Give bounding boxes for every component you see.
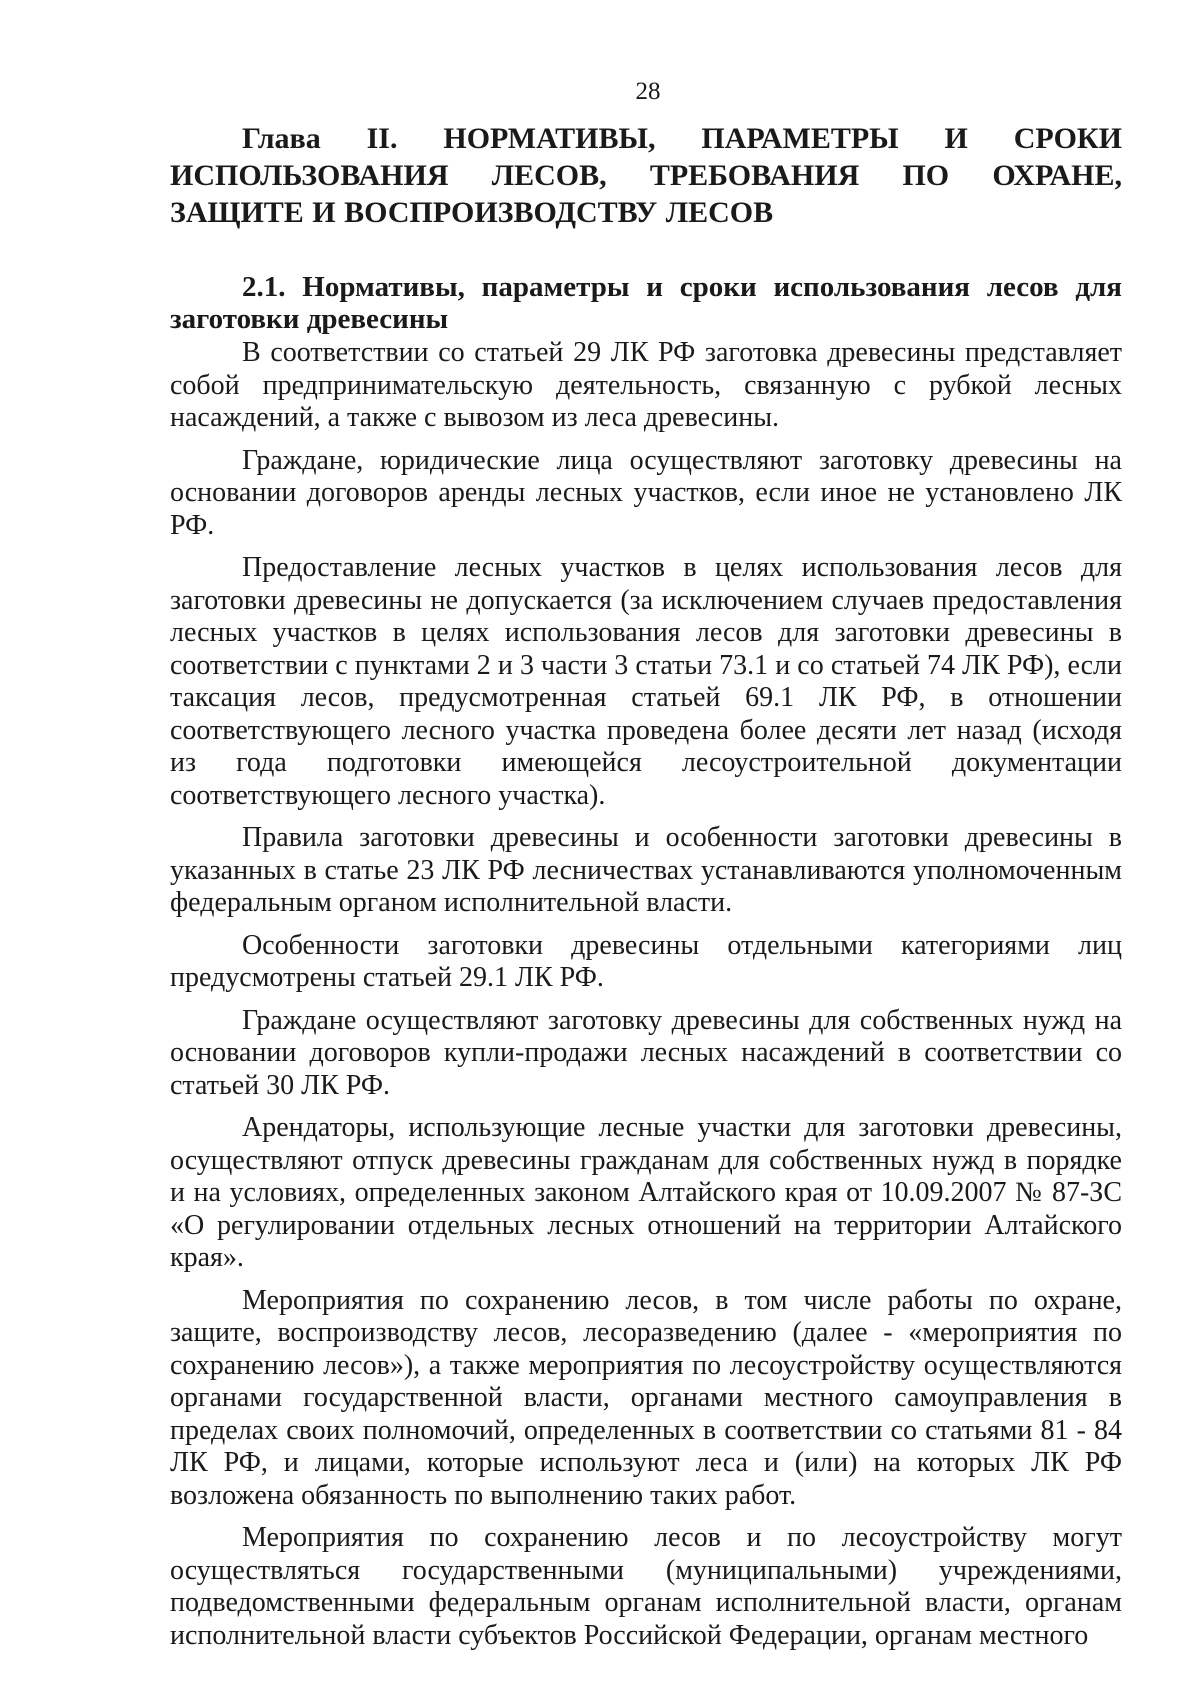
paragraph-2: Граждане, юридические лица осуществляют заготовку древесины на основании договоров аренды лесных участков, если иное не установлено ЛК РФ. bbox=[170, 444, 1122, 541]
chapter-title-line-2: ИСПОЛЬЗОВАНИЯ ЛЕСОВ, ТРЕБОВАНИЯ ПО ОХРАНЕ, ЗАЩИТЕ И ВОСПРОИЗВОДСТВУ ЛЕСОВ bbox=[170, 159, 1122, 229]
chapter-title bbox=[170, 120, 1122, 231]
document-page bbox=[170, 72, 1122, 1655]
paragraph-1: В соответствии со статьей 29 ЛК РФ заготовка древесины представляет собой предпринимательскую деятельность, связанную с рубкой лесных насаждений, а также с вывозом из леса древесины. bbox=[170, 337, 1122, 433]
paragraph-6: Граждане осуществляют заготовку древесины для собственных нужд на основании договоров купли-продажи лесных насаждений в соответствии со статьей 30 ЛК РФ. bbox=[170, 1004, 1122, 1101]
chapter-title-line-1: Глава II. НОРМАТИВЫ, ПАРАМЕТРЫ И СРОКИ bbox=[242, 122, 1122, 155]
paragraph-8: Мероприятия по сохранению лесов, в том числе работы по охране, защите, воспроизводству лесов, лесоразведению (далее - «мероприятия по сохранению лесов»), а также мероприятия по лесоустройству осуществляются органами государственной власти, органами местного самоуправления в пределах своих полномочий, определенных в соответствии со статьями 81 - 84 ЛК РФ, и лицами, которые используют леса и (или) на которых ЛК РФ возложена обязанность по выполнению таких работ. bbox=[170, 1284, 1122, 1511]
paragraph-7: Арендаторы, использующие лесные участки для заготовки древесины, осуществляют отпуск древесины гражданам для собственных нужд в порядке и на условиях, определенных законом Алтайского края от 10.09.2007 № 87-ЗС «О регулировании отдельных лесных отношений на территории Алтайского края». bbox=[170, 1112, 1122, 1273]
paragraph-4: Правила заготовки древесины и особенности заготовки древесины в указанных в статье 23 ЛК РФ лесничествах устанавливаются уполномоченным федеральным органом исполнительной власти. bbox=[170, 822, 1122, 918]
page-number: 28 bbox=[635, 78, 661, 105]
paragraph-3: Предоставление лесных участков в целях использования лесов для заготовки древесины не допускается (за исключением случаев предоставления лесных участков в целях использования лесов для заготовки древесины в соответствии с пунктами 2 и 3 части 3 статьи 73.1 и со статьей 74 ЛК РФ), если таксация лесов, предусмотренная статьей 69.1 ЛК РФ, в отношении соответствующего лесного участка проведена более десяти лет назад (исходя из года подготовки имеющейся лесоустроительной документации соответствующего лесного участка). bbox=[170, 552, 1122, 811]
section-title: 2.1. Нормативы, параметры и сроки использования лесов для заготовки древесины bbox=[170, 271, 1122, 335]
paragraph-9: Мероприятия по сохранению лесов и по лесоустройству могут осуществляться государственными (муниципальными) учреждениями, подведомственными федеральным органам исполнительной власти, органам исполнительной власти субъектов Российской Федерации, органам местного bbox=[170, 1522, 1122, 1651]
paragraph-5: Особенности заготовки древесины отдельными категориями лиц предусмотрены статьей 29.1 ЛК РФ. bbox=[170, 929, 1122, 993]
